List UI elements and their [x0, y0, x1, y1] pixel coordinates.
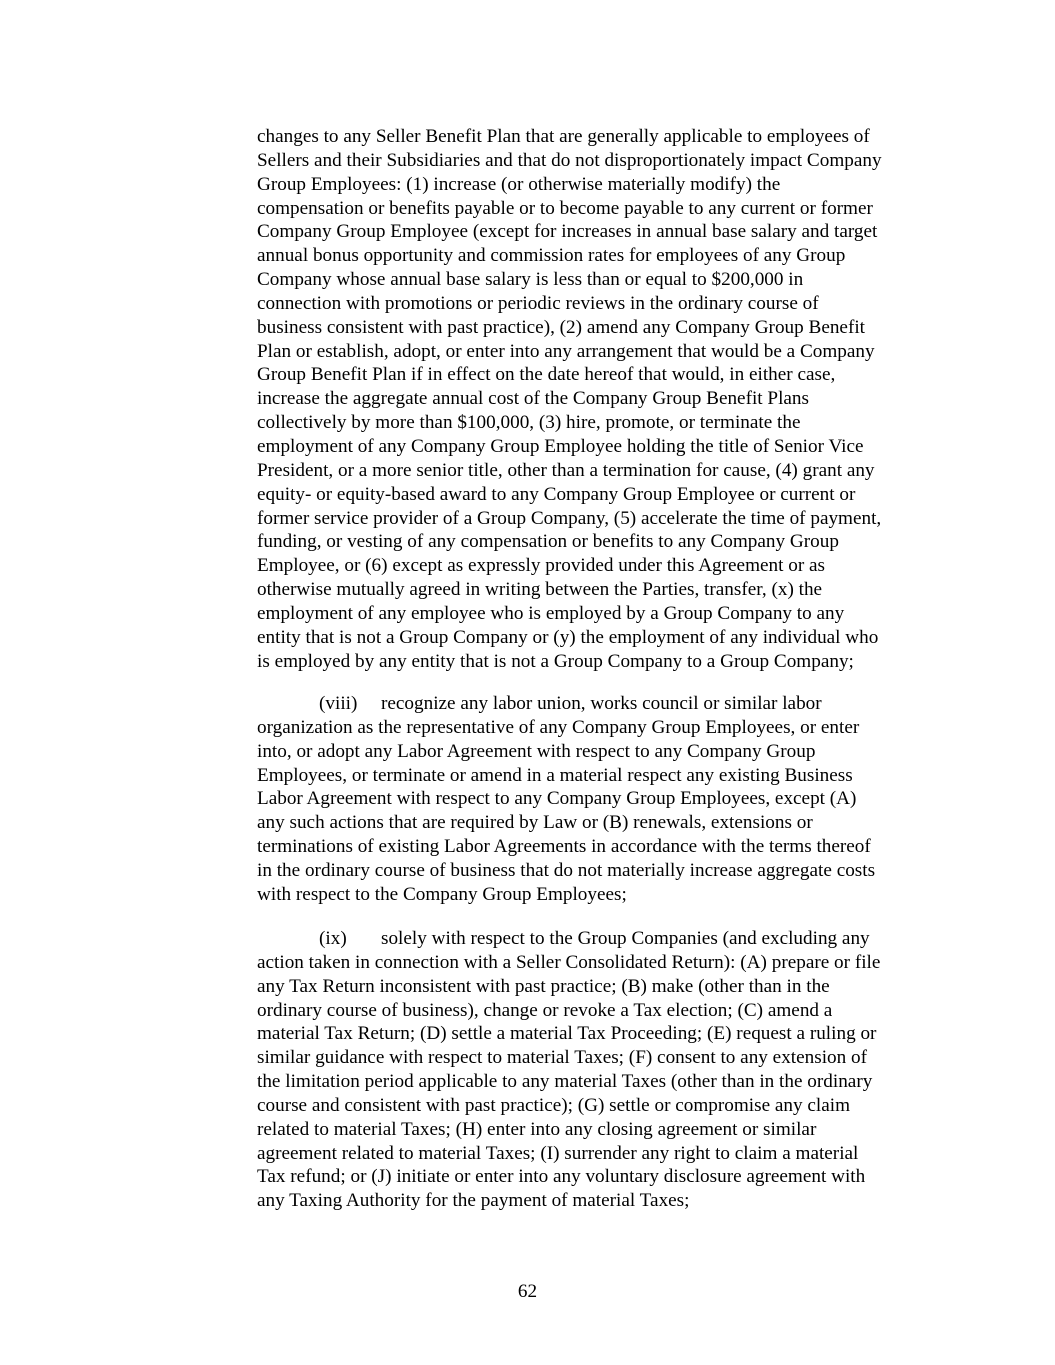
section-viii	[257, 692, 947, 907]
text-line: funding, or vesting of any compensation or benefits to any Company Group	[257, 531, 839, 553]
text-line: into, or adopt any Labor Agreement with respect to any Company Group	[257, 740, 816, 762]
text-line: the limitation period applicable to any material Taxes (other than in the ordinary	[257, 1071, 873, 1093]
text-line: action taken in connection with a Seller Consolidated Return): (A) prepare or file	[257, 951, 881, 973]
text-line: Company whose annual base salary is less than or equal to $200,000 in	[257, 269, 804, 291]
text-line: any Tax Return inconsistent with past practice; (B) make (other than in the	[257, 975, 830, 997]
text-line: with respect to the Company Group Employees;	[257, 883, 627, 905]
text-line: employment of any employee who is employed by a Group Company to any	[257, 602, 845, 624]
text-line: collectively by more than $100,000, (3) hire, promote, or terminate the	[257, 412, 801, 434]
section-viii-first-line	[257, 692, 947, 716]
text-line: business consistent with past practice), (2) amend any Company Group Benefit	[257, 316, 865, 338]
text-line: in the ordinary course of business that do not materially increase aggregate costs	[257, 859, 876, 881]
section-ix	[257, 927, 947, 1213]
text-line: Plan or establish, adopt, or enter into any arrangement that would be a Company	[257, 340, 875, 362]
text-line: increase the aggregate annual cost of the Company Group Benefit Plans	[257, 388, 809, 410]
text-line: Sellers and their Subsidiaries and that do not disproportionately impact Company	[257, 149, 882, 171]
text-line: annual bonus opportunity and commission rates for employees of any Group	[257, 245, 846, 267]
text-line: related to material Taxes; (H) enter into any closing agreement or similar	[257, 1118, 817, 1140]
page-number: 62	[517, 1281, 538, 1302]
text-line: President, or a more senior title, other than a termination for cause, (4) grant any	[257, 459, 875, 481]
text-line: Employees, or terminate or amend in a material respect any existing Business	[257, 764, 853, 786]
text-line: organization as the representative of any Company Group Employees, or enter	[257, 716, 860, 738]
text-line: connection with promotions or periodic reviews in the ordinary course of	[257, 292, 819, 314]
text-line: changes to any Seller Benefit Plan that are generally applicable to employees of	[257, 126, 870, 147]
section-viii-lead-text: recognize any labor union, works council or similar labor	[381, 693, 822, 714]
text-line: ordinary course of business), change or revoke a Tax election; (C) amend a	[257, 999, 833, 1021]
text-line: any Taxing Authority for the payment of material Taxes;	[257, 1190, 690, 1212]
text-line: entity that is not a Group Company or (y) the employment of any individual who	[257, 626, 879, 648]
text-line: terminations of existing Labor Agreements in accordance with the terms thereof	[257, 836, 871, 858]
text-line: Tax refund; or (J) initiate or enter into any voluntary disclosure agreement with	[257, 1166, 866, 1188]
text-line: material Tax Return; (D) settle a material Tax Proceeding; (E) request a ruling or	[257, 1023, 877, 1045]
text-line: equity- or equity-based award to any Company Group Employee or current or	[257, 483, 856, 505]
section-ix-lead-text: solely with respect to the Group Companies (and excluding any	[381, 928, 870, 949]
text-line: similar guidance with respect to material Taxes; (F) consent to any extension of	[257, 1047, 867, 1069]
text-line: otherwise mutually agreed in writing between the Parties, transfer, (x) the	[257, 579, 823, 601]
text-line: course and consistent with past practice); (G) settle or compromise any claim	[257, 1094, 851, 1116]
paragraph-continuation	[257, 125, 947, 673]
text-line: any such actions that are required by Law or (B) renewals, extensions or	[257, 812, 813, 834]
text-line: compensation or benefits payable or to become payable to any current or former	[257, 197, 873, 219]
text-line: agreement related to material Taxes; (I) surrender any right to claim a material	[257, 1142, 859, 1164]
text-line: Employee, or (6) except as expressly provided under this Agreement or as	[257, 555, 825, 577]
text-line: is employed by any entity that is not a Group Company to a Group Company;	[257, 650, 854, 672]
text-line: Labor Agreement with respect to any Company Group Employees, except (A)	[257, 788, 857, 810]
text-line: employment of any Company Group Employee holding the title of Senior Vice	[257, 435, 864, 457]
text-line: Group Employees: (1) increase (or otherwise materially modify) the	[257, 173, 781, 195]
text-line: Company Group Employee (except for increases in annual base salary and target	[257, 221, 878, 243]
section-viii-number: (viii)	[319, 693, 358, 714]
section-ix-first-line	[257, 927, 947, 951]
section-ix-number: (ix)	[319, 928, 347, 949]
text-line: Group Benefit Plan if in effect on the date hereof that would, in either case,	[257, 364, 836, 386]
text-line: former service provider of a Group Company, (5) accelerate the time of payment,	[257, 507, 882, 529]
